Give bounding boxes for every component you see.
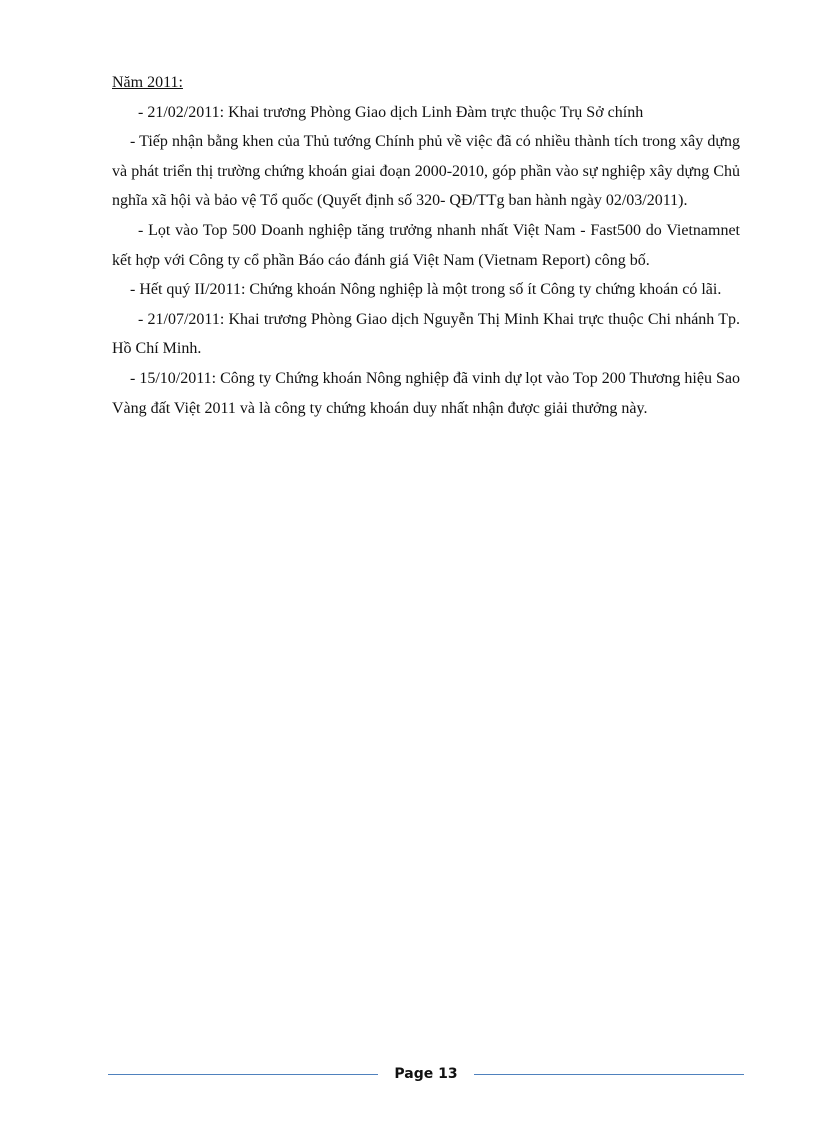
year-heading: Năm 2011: (112, 74, 183, 91)
paragraph-prime-minister-award: - Tiếp nhận bằng khen của Thủ tướng Chính phủ về việc đã có nhiều thành tích trong xây dựng và phát triển thị trường chứng khoán giai đoạn 2000-2010, góp phần vào sự nghiệp xây dựng Chủ nghĩa xã hội và bảo vệ Tổ quốc (Quyết định số 320- QĐ/TTg ban hành ngày 02/03/2011). (112, 133, 740, 210)
footer-rule-right (474, 1074, 744, 1075)
page-number: Page 13 (394, 1066, 458, 1082)
paragraph-sao-vang: - 15/10/2011: Công ty Chứng khoán Nông nghiệp đã vinh dự lọt vào Top 200 Thương hiệu Sao Vàng đất Việt 2011 và là công ty chứng khoán duy nhất nhận được giải thưởng này. (112, 369, 740, 417)
document-body (112, 68, 740, 423)
paragraph-linh-dam: - 21/02/2011: Khai trương Phòng Giao dịch Linh Đàm trực thuộc Trụ Sở chính (138, 103, 644, 121)
paragraph-fast500: - Lọt vào Top 500 Doanh nghiệp tăng trưởng nhanh nhất Việt Nam - Fast500 do Vietnamnet kết hợp với Công ty cổ phần Báo cáo đánh giá Việt Nam (Vietnam Report) công bố. (112, 221, 740, 269)
footer-rule-left (108, 1074, 378, 1075)
page-footer (108, 1062, 744, 1086)
paragraph-q2-profit: - Hết quý II/2011: Chứng khoán Nông nghiệp là một trong số ít Công ty chứng khoán có lãi. (130, 281, 722, 299)
paragraph-nguyen-thi-minh-khai: - 21/07/2011: Khai trương Phòng Giao dịch Nguyễn Thị Minh Khai trực thuộc Chi nhánh Tp. Hồ Chí Minh. (112, 310, 740, 358)
